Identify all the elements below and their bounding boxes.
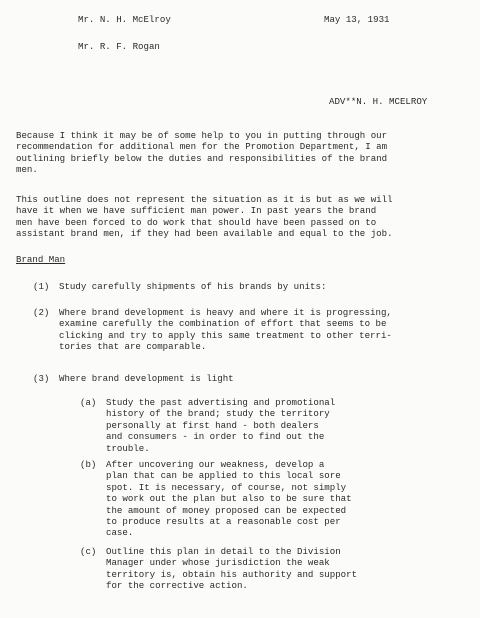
item-text <box>106 546 357 592</box>
item-text <box>59 281 326 292</box>
text-line: assistant brand men, if they had been available and equal to the job. <box>16 228 393 240</box>
item-text <box>59 307 392 353</box>
text-line: men. <box>16 164 38 176</box>
text-line: recommendation for additional men for the Promotion Department, I am <box>16 141 388 153</box>
text-line: This outline does not represent the situation as it is but as we will <box>16 194 393 205</box>
text-line: have it when we have sufficient man power. In past years the brand <box>16 205 377 217</box>
text-line: After uncovering our weakness, develop a <box>106 459 325 470</box>
item-number: (3) <box>33 373 50 384</box>
paragraph-intro <box>16 130 452 176</box>
text-line: men have been forced to do work that should have been passed on to <box>16 216 377 228</box>
text-line: tories that are comparable. <box>59 341 207 353</box>
item-number: (b) <box>80 459 97 470</box>
text-line: clicking and try to apply this same treatment to other terri- <box>59 329 392 341</box>
memo-date: May 13, 1931 <box>324 14 390 25</box>
item-text <box>106 459 352 539</box>
text-line: and consumers - in order to find out the <box>106 431 325 443</box>
text-line: spot. It is necessary, of course, not simply <box>106 481 347 493</box>
text-line: territory is, obtain his authority and support <box>106 568 358 580</box>
memo-to: Mr. N. H. McElroy <box>78 14 171 25</box>
text-line: history of the brand; study the territory <box>106 408 330 420</box>
text-line: examine carefully the combination of effort that seems to be <box>59 318 387 330</box>
text-line: Where brand development is light <box>59 373 234 384</box>
text-line: Outline this plan in detail to the Division <box>106 546 341 557</box>
text-line: plan that can be applied to this local sore <box>106 470 341 482</box>
item-number: (2) <box>33 307 50 318</box>
text-line: the amount of money proposed can be expected <box>106 504 347 516</box>
text-line: Manager under whose jurisdiction the weak <box>106 557 330 569</box>
text-line: personally at first hand - both dealers <box>106 419 319 431</box>
memo-from: Mr. R. F. Rogan <box>78 41 160 52</box>
text-line: outlining briefly below the duties and responsibilities of the brand <box>16 152 388 164</box>
text-line: to produce results at a reasonable cost per <box>106 516 341 528</box>
paragraph-outline <box>16 194 452 240</box>
text-line: to work out the plan but also to be sure that <box>106 493 352 505</box>
item-text <box>59 373 234 384</box>
text-line: Because I think it may be of some help to you in putting through our <box>16 130 388 141</box>
item-number: (c) <box>80 546 97 557</box>
section-heading: Brand Man <box>16 254 66 265</box>
memo-reference: ADV**N. H. MCELROY <box>329 96 428 107</box>
text-line: case. <box>106 527 134 539</box>
text-line: trouble. <box>106 442 150 454</box>
item-number: (1) <box>33 281 50 292</box>
text-line: Study the past advertising and promotional <box>106 397 336 408</box>
item-number: (a) <box>80 397 97 408</box>
item-text <box>106 397 335 454</box>
text-line: for the corrective action. <box>106 580 248 592</box>
text-line: Where brand development is heavy and where it is progressing, <box>59 307 392 318</box>
text-line: Study carefully shipments of his brands by units: <box>59 281 327 292</box>
